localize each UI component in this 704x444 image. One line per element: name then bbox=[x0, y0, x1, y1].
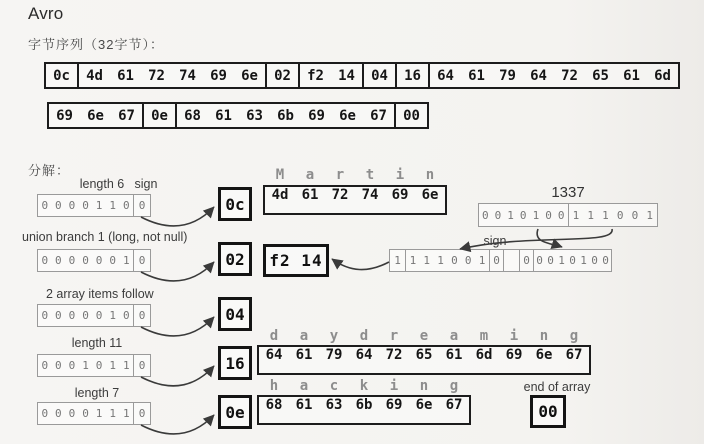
page-title: Avro bbox=[28, 4, 64, 23]
hex-byte: 72 bbox=[385, 347, 403, 363]
bit: 0 bbox=[41, 359, 49, 372]
hex-byte: 6e bbox=[241, 67, 258, 84]
hex-byte: 61 bbox=[295, 347, 313, 363]
sign-annotation: sign bbox=[134, 177, 158, 191]
byte2-payload-bits bbox=[533, 250, 611, 271]
bit: 0 bbox=[68, 254, 76, 267]
hex-byte: 79 bbox=[325, 347, 343, 363]
hex-byte: 64 bbox=[355, 347, 373, 363]
bit: 0 bbox=[122, 309, 130, 322]
bit: 0 bbox=[55, 254, 62, 267]
string-char: d bbox=[359, 328, 369, 344]
string-char: a bbox=[305, 167, 315, 183]
bit: 0 bbox=[55, 407, 62, 420]
hex-byte: 6e bbox=[87, 107, 104, 124]
bit: 0 bbox=[68, 359, 76, 372]
length-6-annotation: length 6 bbox=[79, 177, 125, 191]
hacking-char-row bbox=[257, 378, 471, 394]
hex-byte: 69 bbox=[385, 397, 403, 413]
arrow-strip-to-f2-14 bbox=[332, 259, 389, 270]
bit: 0 bbox=[95, 254, 103, 267]
bit: 0 bbox=[616, 208, 624, 222]
bit: 1 bbox=[82, 359, 89, 372]
bit: 1 bbox=[122, 407, 130, 420]
hex-byte: 4d bbox=[86, 67, 103, 84]
bit: 0 bbox=[95, 309, 103, 322]
hex-byte: 6d bbox=[654, 67, 671, 84]
daydreaming-char-row bbox=[257, 328, 591, 344]
bit: 0 bbox=[493, 254, 500, 267]
hex-byte: 68 bbox=[184, 107, 201, 124]
bit: 1 bbox=[109, 359, 116, 372]
union-branch-bit-strip bbox=[37, 249, 151, 272]
byte-sequence-row-2 bbox=[47, 102, 429, 129]
hex-byte: 69 bbox=[308, 107, 325, 124]
string-char: d bbox=[269, 328, 279, 344]
hex-byte: 72 bbox=[331, 187, 349, 203]
hex-byte: 69 bbox=[56, 107, 73, 124]
byte-group bbox=[362, 64, 395, 87]
bit: 1 bbox=[109, 309, 116, 322]
bit: 0 bbox=[519, 208, 527, 222]
hex-byte: 67 bbox=[565, 347, 583, 363]
hex-byte: 61 bbox=[295, 397, 313, 413]
bit: 0 bbox=[82, 407, 89, 420]
bit: 0 bbox=[569, 254, 576, 267]
union-branch-annotation: union branch 1 (long, not null) bbox=[22, 230, 188, 244]
byte-value-box-02: 02 bbox=[218, 242, 252, 276]
string-char: i bbox=[395, 167, 405, 183]
string-char: n bbox=[539, 328, 549, 344]
string-char: r bbox=[389, 328, 399, 344]
byte-group bbox=[49, 104, 142, 127]
string-char: n bbox=[419, 378, 429, 394]
hacking-string-block bbox=[257, 378, 471, 425]
bit: 0 bbox=[494, 208, 502, 222]
string-char: a bbox=[299, 378, 309, 394]
string-char: M bbox=[275, 167, 285, 183]
string-char: a bbox=[299, 328, 309, 344]
bit: 1 bbox=[580, 254, 587, 267]
string-char: y bbox=[329, 328, 339, 344]
byte-group bbox=[77, 64, 265, 87]
hex-byte: 72 bbox=[561, 67, 578, 84]
hex-byte: 69 bbox=[505, 347, 523, 363]
byte-value-box-04: 04 bbox=[218, 297, 252, 331]
bit: 0 bbox=[545, 208, 552, 222]
hex-byte: 74 bbox=[179, 67, 196, 84]
bit: 0 bbox=[41, 199, 49, 212]
bit: 1 bbox=[95, 199, 103, 212]
hex-byte: 61 bbox=[301, 187, 319, 203]
bit: 0 bbox=[536, 254, 543, 267]
value-1337-bits-box bbox=[478, 203, 658, 227]
arrow-bits-to-0c bbox=[141, 207, 214, 226]
hex-byte: 6b bbox=[277, 107, 294, 124]
hex-byte: 68 bbox=[265, 397, 283, 413]
byte-value-box-16: 16 bbox=[218, 346, 252, 380]
string-char: i bbox=[389, 378, 399, 394]
byte-group bbox=[428, 64, 678, 87]
bits-low-group bbox=[568, 204, 658, 226]
hex-byte: 63 bbox=[246, 107, 263, 124]
hex-byte: 16 bbox=[404, 67, 421, 84]
string-char: c bbox=[329, 378, 339, 394]
byte-group bbox=[46, 64, 77, 87]
string-char: r bbox=[335, 167, 345, 183]
hex-byte: 0c bbox=[53, 67, 70, 84]
hex-byte: 04 bbox=[371, 67, 388, 84]
bit: 0 bbox=[122, 199, 130, 212]
bit: 0 bbox=[82, 309, 89, 322]
bit: 0 bbox=[631, 208, 639, 222]
arrow-1337-high-to-byte2 bbox=[537, 229, 562, 247]
bit: 0 bbox=[55, 359, 62, 372]
bit: 1 bbox=[507, 208, 514, 222]
byte-value-box-f2-14: f2 14 bbox=[263, 244, 329, 277]
byte-group bbox=[265, 64, 298, 87]
byte-group bbox=[298, 64, 362, 87]
hex-byte: 6e bbox=[421, 187, 439, 203]
sign-annotation-1337: sign bbox=[483, 234, 507, 248]
string-char: g bbox=[449, 378, 459, 394]
bit: 0 bbox=[547, 254, 554, 267]
length-7-annotation: length 7 bbox=[74, 386, 120, 400]
hex-byte: 72 bbox=[148, 67, 165, 84]
length-11-annotation: length 11 bbox=[71, 336, 123, 350]
string-char: a bbox=[449, 328, 459, 344]
bit: 1 bbox=[95, 407, 103, 420]
string-char: n bbox=[425, 167, 435, 183]
hex-byte: 6e bbox=[339, 107, 356, 124]
martin-char-row bbox=[263, 167, 447, 183]
array-items-bit-strip bbox=[37, 304, 151, 327]
string-char: m bbox=[479, 328, 489, 344]
value-1337-label: 1337 bbox=[551, 184, 585, 201]
length-11-bit-strip bbox=[37, 354, 151, 377]
bit: 1 bbox=[122, 254, 130, 267]
string-char: e bbox=[419, 328, 429, 344]
hex-byte: 61 bbox=[215, 107, 232, 124]
bit: 0 bbox=[451, 254, 458, 267]
sign-bit-cell: 0 bbox=[133, 250, 150, 271]
bit: 1 bbox=[423, 254, 431, 267]
hex-byte: 65 bbox=[415, 347, 433, 363]
byte-group bbox=[175, 104, 394, 127]
hex-byte: 67 bbox=[445, 397, 463, 413]
hex-byte: 6e bbox=[535, 347, 553, 363]
bit: 1 bbox=[572, 208, 580, 222]
bit: 0 bbox=[557, 208, 565, 222]
hex-byte: 65 bbox=[592, 67, 609, 84]
arrow-bits-to-02 bbox=[141, 262, 214, 281]
hex-byte: 6b bbox=[355, 397, 373, 413]
bit: 0 bbox=[95, 359, 103, 372]
end-of-array-label: end of array bbox=[523, 380, 591, 394]
hex-byte: 79 bbox=[499, 67, 516, 84]
hex-byte: 4d bbox=[271, 187, 289, 203]
hex-byte: 00 bbox=[403, 107, 420, 124]
bit: 0 bbox=[109, 254, 116, 267]
byte-sequence-label: 字节序列（32字节）： bbox=[28, 37, 164, 52]
arrow-bits-to-04 bbox=[141, 317, 214, 336]
string-char: t bbox=[365, 167, 375, 183]
encoded-bytes-bit-strip bbox=[389, 249, 612, 272]
breakdown-label: 分解： bbox=[28, 163, 71, 178]
bit: 0 bbox=[482, 208, 489, 222]
string-char: k bbox=[359, 378, 369, 394]
hex-byte: 0e bbox=[151, 107, 168, 124]
hex-byte: 61 bbox=[445, 347, 463, 363]
byte-sequence-row-1 bbox=[44, 62, 680, 89]
bit: 0 bbox=[591, 254, 598, 267]
hacking-hex-strip bbox=[257, 395, 471, 425]
hex-byte: 02 bbox=[274, 67, 291, 84]
bit: 0 bbox=[464, 254, 472, 267]
string-char: h bbox=[269, 378, 279, 394]
bit: 1 bbox=[109, 199, 116, 212]
byte-value-box-0c: 0c bbox=[218, 187, 252, 221]
bit: 1 bbox=[409, 254, 417, 267]
byte1-continuation-bit bbox=[390, 250, 405, 271]
byte1-payload-bits bbox=[405, 250, 489, 271]
string-char: i bbox=[509, 328, 519, 344]
bit: 1 bbox=[478, 254, 486, 267]
bit: 0 bbox=[82, 254, 89, 267]
hex-byte: 67 bbox=[118, 107, 135, 124]
bit: 0 bbox=[41, 407, 49, 420]
array-items-annotation: 2 array items follow bbox=[46, 287, 154, 301]
bits-high-group bbox=[479, 204, 568, 226]
string-char: g bbox=[569, 328, 579, 344]
hex-byte: 14 bbox=[338, 67, 355, 84]
bit: 1 bbox=[532, 208, 540, 222]
daydreaming-hex-strip bbox=[257, 345, 591, 375]
bit: 1 bbox=[394, 254, 401, 267]
arrow-bits-to-0e bbox=[141, 415, 214, 434]
bit: 0 bbox=[41, 309, 49, 322]
hex-byte: 64 bbox=[530, 67, 547, 84]
bit: 0 bbox=[602, 254, 609, 267]
length-6-bit-strip bbox=[37, 194, 151, 217]
bit: 1 bbox=[602, 208, 609, 222]
byte-value-box-00: 00 bbox=[530, 395, 566, 428]
bit: 0 bbox=[82, 199, 89, 212]
bit: 0 bbox=[55, 199, 62, 212]
hex-byte: 6d bbox=[475, 347, 493, 363]
hex-byte: 6e bbox=[415, 397, 433, 413]
bit: 1 bbox=[437, 254, 444, 267]
bit: 1 bbox=[122, 359, 130, 372]
hex-byte: 64 bbox=[437, 67, 454, 84]
hex-byte: 64 bbox=[265, 347, 283, 363]
bit: 0 bbox=[68, 199, 76, 212]
byte1-sign-bit bbox=[489, 250, 503, 271]
hex-byte: 74 bbox=[361, 187, 379, 203]
hex-byte: 69 bbox=[391, 187, 409, 203]
hex-byte: 67 bbox=[370, 107, 387, 124]
length-7-bit-strip bbox=[37, 402, 151, 425]
arrow-bits-to-16 bbox=[141, 366, 214, 386]
bit: 0 bbox=[55, 309, 62, 322]
hex-byte: 61 bbox=[623, 67, 640, 84]
hex-byte: 61 bbox=[468, 67, 485, 84]
sign-bit-cell: 0 bbox=[133, 305, 150, 326]
byte-group bbox=[142, 104, 175, 127]
byte-group bbox=[395, 64, 428, 87]
martin-hex-strip bbox=[263, 185, 447, 215]
bit: 0 bbox=[41, 254, 49, 267]
bit: 0 bbox=[68, 309, 76, 322]
bit: 0 bbox=[68, 407, 76, 420]
bit: 0 bbox=[523, 254, 530, 267]
hex-byte: 61 bbox=[117, 67, 134, 84]
byte-value-box-0e: 0e bbox=[218, 395, 252, 429]
sign-bit-cell: 0 bbox=[133, 355, 150, 376]
daydreaming-string-block bbox=[257, 328, 591, 375]
hex-byte: 63 bbox=[325, 397, 343, 413]
bit: 1 bbox=[558, 254, 565, 267]
sign-bit-cell: 0 bbox=[133, 195, 150, 216]
hex-byte: 69 bbox=[210, 67, 227, 84]
bit: 1 bbox=[109, 407, 116, 420]
byte-gap-cell bbox=[503, 250, 519, 271]
martin-string-block bbox=[263, 167, 447, 215]
hex-byte: f2 bbox=[307, 67, 324, 84]
sign-bit-cell: 0 bbox=[133, 403, 150, 424]
byte-group bbox=[394, 104, 427, 127]
bit: 1 bbox=[646, 208, 653, 222]
bit: 1 bbox=[587, 208, 594, 222]
byte2-continuation-bit bbox=[519, 250, 533, 271]
